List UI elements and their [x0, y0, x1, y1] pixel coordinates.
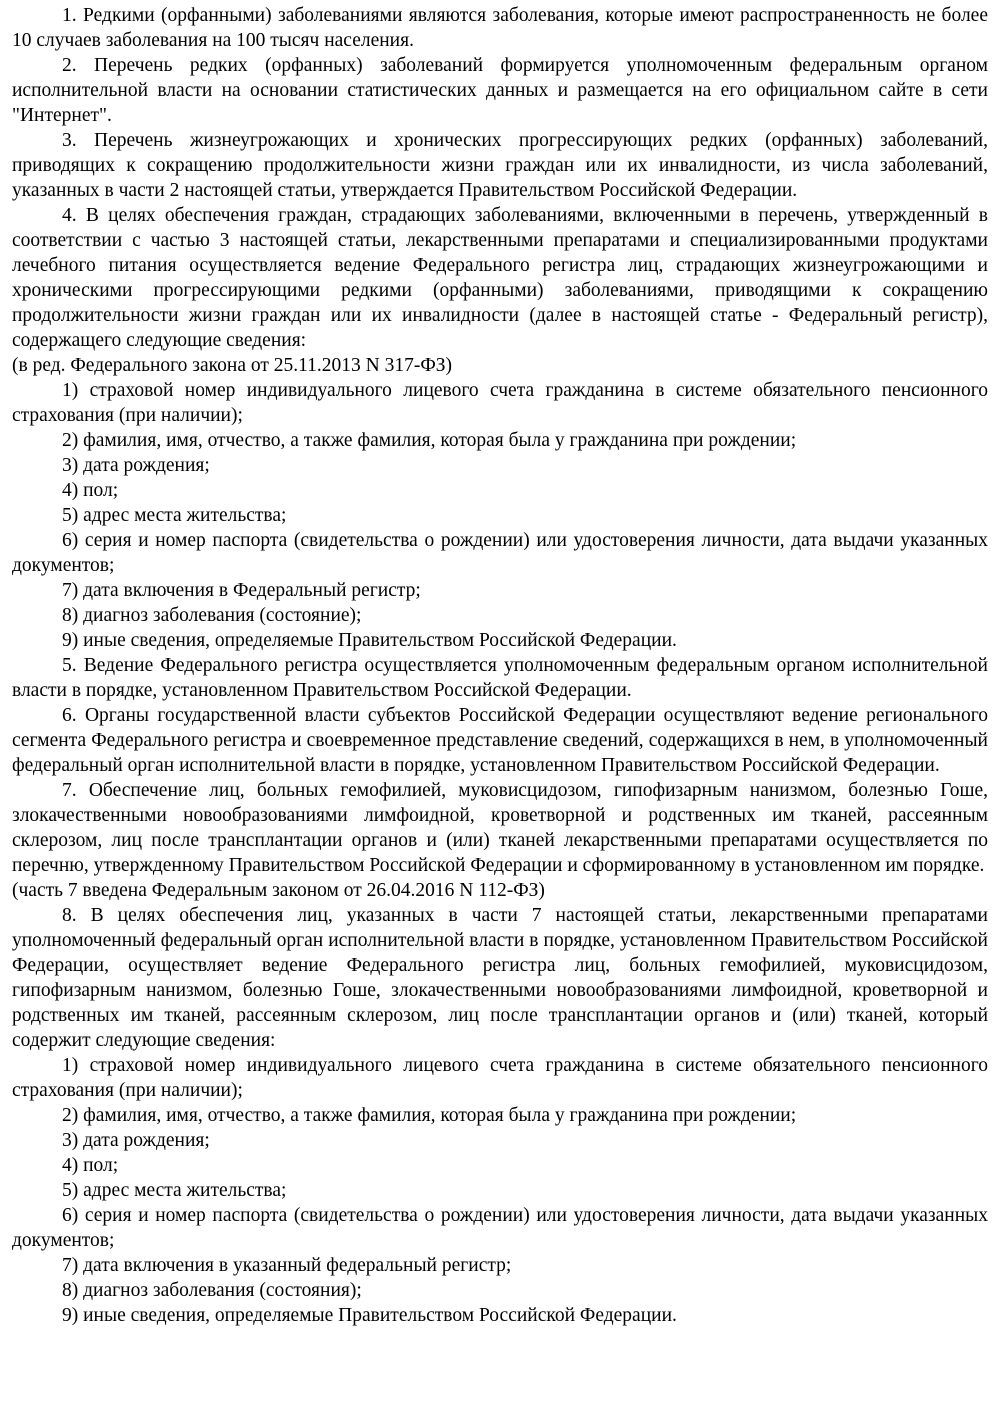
list-item-7: 7) дата включения в Федеральный регистр; [62, 580, 421, 601]
list-item-5: 5) адрес места жительства; [62, 505, 287, 526]
list-item-8: 8) диагноз заболевания (состояния); [62, 1280, 362, 1301]
paragraph-part-6: 6. Органы государственной власти субъектов Российской Федерации осуществляют ведение регионального сегмента Федерального регистра и своевременное представление сведений, содержащихся в нем, в уполномоченный федеральный орган исполнительной власти в порядке, установленном Правительством Российской Федерации. [12, 705, 988, 776]
paragraph-part-1: 1. Редкими (орфанными) заболеваниями являются заболевания, которые имеют распространенность не более 10 случаев заболевания на 100 тысяч населения. [12, 5, 988, 51]
list-item-4: 4) пол; [62, 1155, 119, 1176]
list-item-6: 6) серия и номер паспорта (свидетельства о рождении) или удостоверения личности, дата выдачи указанных документов; [12, 530, 988, 576]
paragraph-part-8: 8. В целях обеспечения лиц, указанных в части 7 настоящей статьи, лекарственными препаратами уполномоченный федеральный орган исполнительной власти в порядке, установленном Правительством Российской Федерации, осуществляет ведение Федерального регистра лиц, больных гемофилией, муковисцидозом, гипофизарным нанизмом, болезнью Гоше, злокачественными новообразованиями лимфоидной, кроветворной и родственных им тканей, рассеянным склерозом, лиц после трансплантации органов и (или) тканей, который содержит следующие сведения: [12, 905, 988, 1051]
amendment-note-part-4: (в ред. Федерального закона от 25.11.2013 N 317-ФЗ) [12, 355, 453, 376]
list-item-3: 3) дата рождения; [62, 455, 210, 476]
list-item-8: 8) диагноз заболевания (состояние); [62, 605, 362, 626]
list-item-7: 7) дата включения в указанный федеральный регистр; [62, 1255, 512, 1276]
list-item-1: 1) страховой номер индивидуального лицевого счета гражданина в системе обязательного пенсионного страхования (при наличии); [12, 380, 988, 426]
list-item-9: 9) иные сведения, определяемые Правительством Российской Федерации. [62, 1305, 677, 1326]
amendment-note-part-7: (часть 7 введена Федеральным законом от 26.04.2016 N 112-ФЗ) [12, 880, 545, 901]
list-item-6: 6) серия и номер паспорта (свидетельства о рождении) или удостоверения личности, дата выдачи указанных документов; [12, 1205, 988, 1251]
list-item-4: 4) пол; [62, 480, 119, 501]
list-item-9: 9) иные сведения, определяемые Правительством Российской Федерации. [62, 630, 677, 651]
paragraph-part-4: 4. В целях обеспечения граждан, страдающих заболеваниями, включенными в перечень, утвержденный в соответствии с частью 3 настоящей статьи, лекарственными препаратами и специализированными продуктами лечебного питания осуществляется ведение Федерального регистра лиц, страдающих жизнеугрожающими и хроническими прогрессирующими редкими (орфанными) заболеваниями, приводящими к сокращению продолжительности жизни граждан или их инвалидности (далее в настоящей статье - Федеральный регистр), содержащего следующие сведения: [12, 205, 988, 351]
list-item-5: 5) адрес места жительства; [62, 1180, 287, 1201]
paragraph-part-5: 5. Ведение Федерального регистра осуществляется уполномоченным федеральным органом исполнительной власти в порядке, установленном Правительством Российской Федерации. [12, 655, 988, 701]
paragraph-part-7: 7. Обеспечение лиц, больных гемофилией, муковисцидозом, гипофизарным нанизмом, болезнью Гоше, злокачественными новообразованиями лимфоидной, кроветворной и родственных им тканей, рассеянным склерозом, лиц после трансплантации органов и (или) тканей лекарственными препаратами осуществляется по перечню, утвержденному Правительством Российской Федерации и сформированному в установленном им порядке. [12, 780, 988, 876]
list-item-3: 3) дата рождения; [62, 1130, 210, 1151]
paragraph-part-2: 2. Перечень редких (орфанных) заболеваний формируется уполномоченным федеральным органом исполнительной власти на основании статистических данных и размещается на его официальном сайте в сети "Интернет". [12, 55, 988, 126]
paragraph-part-3: 3. Перечень жизнеугрожающих и хронических прогрессирующих редких (орфанных) заболеваний, приводящих к сокращению продолжительности жизни граждан или их инвалидности, из числа заболеваний, указанных в части 2 настоящей статьи, утверждается Правительством Российской Федерации. [12, 130, 988, 201]
list-item-2: 2) фамилия, имя, отчество, а также фамилия, которая была у гражданина при рождении; [62, 1105, 797, 1126]
list-item-1: 1) страховой номер индивидуального лицевого счета гражданина в системе обязательного пенсионного страхования (при наличии); [12, 1055, 988, 1101]
list-item-2: 2) фамилия, имя, отчество, а также фамилия, которая была у гражданина при рождении; [62, 430, 797, 451]
